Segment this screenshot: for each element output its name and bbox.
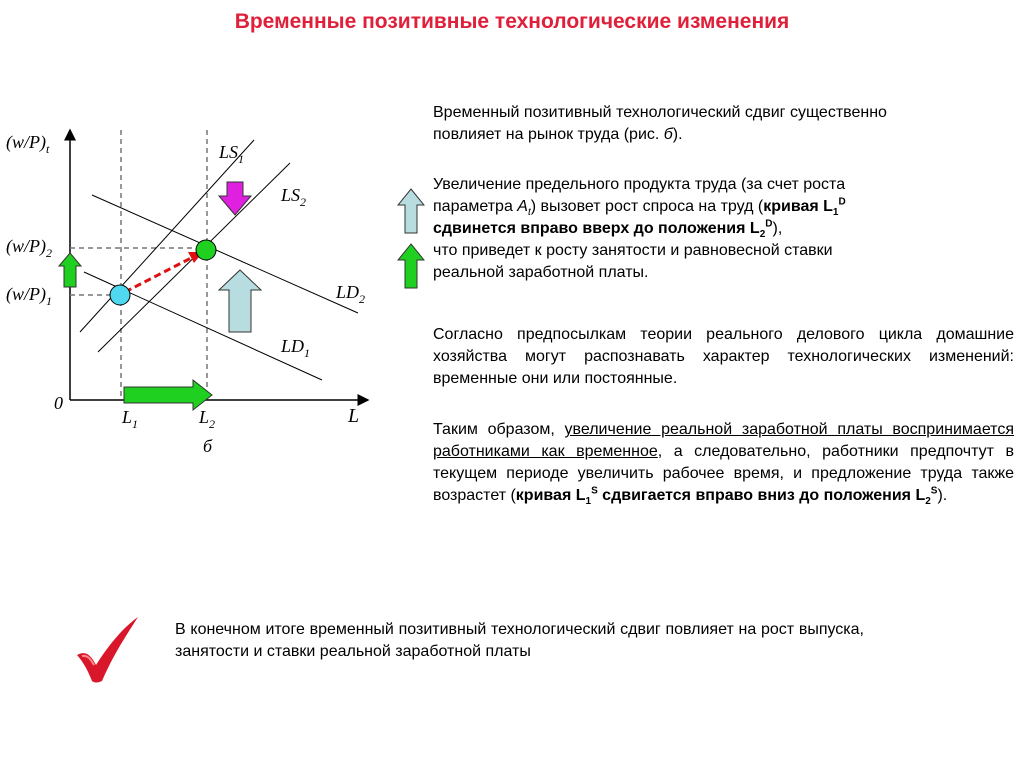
ld2-curve — [92, 195, 358, 313]
paragraph-labor-supply: Таким образом, увеличение реальной заработной платы воспринимается работниками как временное, а следовательно, работники предпочтут в текущем периоде увеличить рабочее время, и предложение труда также возрастет (кривая $L_1^S$ сдвигается вправо вниз до положения $L_2^S$). — [433, 421, 1015, 508]
magenta-down-arrow-icon — [219, 182, 251, 215]
green-up-arrow-icon — [397, 243, 425, 289]
ld2-label: $LD_2$ — [336, 282, 366, 306]
paragraph-rbc-theory: Согласно предпосылкам теории реального делового цикла домашние хозяйства могут распознавать характер технологических изменений: временные они или постоянные. — [433, 326, 1014, 387]
y-tick-w1: $(w/P)_1$ — [6, 284, 52, 308]
checkmark-icon — [72, 615, 142, 685]
y-axis-label: $(w/P)_t$ — [6, 132, 50, 156]
ld1-label: $LD_1$ — [281, 336, 311, 360]
x-axis-label: L — [348, 405, 360, 427]
ls2-label: $LS_2$ — [281, 185, 307, 209]
green-up-arrow-icon — [59, 253, 81, 287]
equilibrium-shift-arrow — [125, 256, 195, 292]
figure-caption: б — [203, 436, 213, 456]
paragraph-labor-demand-line-2: параметра $A_t$) вызовет рост спроса на труд (кривая $L_1^D$ — [433, 196, 846, 219]
paragraph-labor-demand-line-4: что приведет к росту занятости и равновесной ставки — [433, 242, 833, 259]
equilibrium-point-2 — [196, 240, 216, 260]
pale-up-arrow-icon — [397, 188, 425, 234]
paragraph-labor-demand-line-1: Увеличение предельного продукта труда (за счет роста — [433, 176, 846, 193]
origin-label: 0 — [54, 393, 63, 413]
y-tick-w2: $(w/P)_2$ — [6, 236, 52, 260]
green-right-arrow-icon — [124, 380, 212, 410]
x-tick-l2: $L_2$ — [199, 407, 216, 431]
labor-market-diagram — [0, 100, 400, 470]
paragraph-labor-demand-line-3: сдвинется вправо вверх до положения $L_2^D$), — [433, 218, 783, 241]
paragraph-labor-demand-line-5: реальной заработной платы. — [433, 264, 649, 281]
slide-title: Временные позитивные технологические изменения — [234, 10, 790, 33]
equilibrium-point-1 — [110, 285, 130, 305]
paragraph-intro-line-2: повлияет на рынок труда (рис. б). — [433, 126, 683, 143]
paragraph-intro-line-1: Временный позитивный технологический сдвиг существенно — [433, 104, 887, 121]
x-tick-l1: $L_1$ — [122, 407, 139, 431]
conclusion-text: В конечном итоге временный позитивный технологический сдвиг повлияет на рост выпуска, занятости и ставки реальной заработной платы — [175, 621, 864, 660]
paragraph-intro — [433, 102, 1014, 146]
pale-up-arrow-icon — [219, 270, 261, 332]
paragraph-labor-demand — [433, 174, 1014, 284]
ls1-curve — [80, 140, 254, 332]
ls1-label: $LS_1$ — [219, 142, 245, 166]
